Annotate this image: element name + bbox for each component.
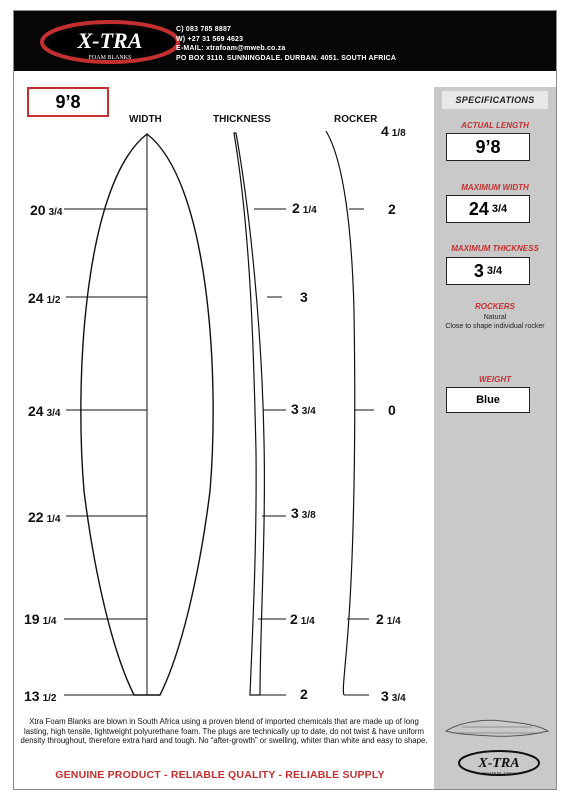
rocker-value: 3 3/4: [381, 688, 406, 704]
width-value: 24 1/2: [28, 290, 61, 306]
thickness-heading: THICKNESS: [213, 114, 271, 125]
rockers-label: ROCKERS: [474, 302, 515, 311]
weight-value: Blue: [446, 387, 530, 413]
contact-cell: C) 083 785 8887: [176, 26, 232, 33]
width-value: 24 3/4: [28, 403, 61, 419]
mini-logo-sub-text: FOAM BLANKS: [482, 771, 516, 776]
xtra-mini-logo: [454, 747, 544, 779]
rocker-heading: ROCKER: [334, 114, 378, 125]
thickness-value: 2 1/4: [290, 611, 315, 627]
width-value: 19 1/4: [24, 611, 57, 627]
max-width-value: 24 3/4: [446, 195, 530, 223]
rocker-value: 4 1/8: [381, 123, 406, 139]
board-sketch-icon: [442, 715, 552, 741]
board-length-box: 9’8: [27, 87, 109, 117]
thickness-profile: [234, 133, 264, 695]
mini-logo-text: X-TRA: [478, 756, 520, 771]
max-thickness-value: 3 3/4: [446, 257, 530, 285]
thickness-value: 2: [300, 686, 308, 702]
actual-length-label: ACTUAL LENGTH: [461, 121, 529, 130]
thickness-value: 3: [300, 289, 308, 305]
slogan: GENUINE PRODUCT - RELIABLE QUALITY - RELIABLE SUPPLY: [55, 769, 385, 781]
thickness-value: 3 3/4: [291, 401, 316, 417]
contact-email: E-MAIL: xtrafoam@mweb.co.za: [176, 45, 286, 52]
max-thickness-label: MAXIMUM THICKNESS: [451, 244, 539, 253]
specifications-title: SPECIFICATIONS: [442, 91, 548, 109]
thickness-value: 2 1/4: [292, 200, 317, 216]
rockers-note: Close to shape individual rocker: [445, 323, 545, 330]
weight-label: WEIGHT: [479, 375, 511, 384]
width-value: 22 1/4: [28, 509, 61, 525]
board-drawings: [14, 11, 434, 711]
rocker-value: 0: [388, 402, 396, 418]
logo-sub-text: FOAM BLANKS: [88, 55, 132, 61]
thickness-value: 3 3/8: [291, 505, 316, 521]
rockers-natural: Natural: [483, 314, 507, 321]
width-value: 13 1/2: [24, 688, 57, 704]
max-width-label: MAXIMUM WIDTH: [461, 183, 529, 192]
rocker-value: 2 1/4: [376, 611, 401, 627]
width-value: 20 3/4: [30, 202, 63, 218]
contact-address: PO BOX 3110. SUNNINGDALE. DURBAN. 4051. SOUTH AFRICA: [176, 54, 397, 62]
rocker-curve: [326, 131, 355, 695]
product-description: Xtra Foam Blanks are blown in South Africa using a proven blend of imported chemicals that are made up of long lasting, high tensile, lightweight polyurethane foam. The plugs are technically up to date, do not twist & have uniform density throughout, therefore extra hard and tough. No “after-growth” or swelling, whiter than white and easy to shape.: [20, 717, 428, 745]
actual-length-value: 9’8: [446, 133, 530, 161]
contact-work: W) +27 31 569 4623: [176, 35, 244, 43]
specifications-panel: [434, 87, 556, 789]
rocker-value: 2: [388, 201, 396, 217]
width-heading: WIDTH: [129, 114, 162, 125]
spec-sheet: [13, 10, 557, 790]
logo-brand-text: X-TRA: [77, 28, 143, 53]
